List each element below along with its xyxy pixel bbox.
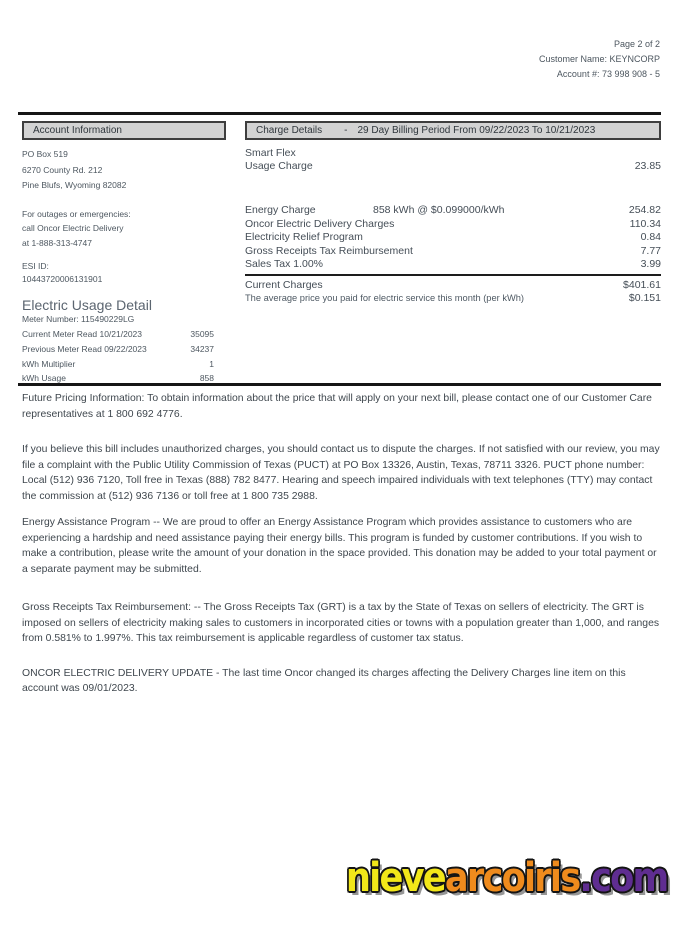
charge-detail: [373, 258, 641, 271]
charge-details-section: [245, 121, 661, 388]
notice-energy-assistance: Energy Assistance Program -- We are proud to offer an Energy Assistance Program which provides assistance to customers who are experiencing a hardship and need assistance paying their energy bills. This program is funded by customer contributions. If you wish to make a contribution, please write the amount of your donation in the space provided. This donation may be added to your total payment or a separate payment may be submitted.: [22, 517, 657, 575]
charge-details-header: [245, 121, 661, 140]
outage-phone: at 1-888-313-4747: [22, 237, 92, 248]
average-price-label: The average price you paid for electric service this month (per kWh): [245, 293, 525, 304]
esi-id-block: [22, 260, 226, 286]
address-line: 6270 County Rd. 212: [22, 164, 103, 175]
row-label: kWh Usage: [22, 373, 66, 384]
total-amount: $401.61: [623, 279, 661, 292]
charge-amount: 3.99: [640, 258, 661, 271]
usage-detail-table: [22, 329, 226, 388]
account-information-title: Account Information: [33, 125, 122, 136]
current-charges-row: [245, 278, 661, 292]
page-header: [539, 37, 660, 82]
charge-label: Energy Charge: [245, 204, 316, 217]
table-row: [22, 359, 226, 374]
top-divider: [18, 112, 661, 115]
total-label: Current Charges: [245, 279, 323, 292]
table-row: [245, 204, 661, 217]
notice-oncor-update: ONCOR ELECTRIC DELIVERY UPDATE - The last time Oncor changed its charges affecting the Delivery Charges line item on this account was 09/01/2023.: [22, 667, 626, 694]
address-line: PO Box 519: [22, 149, 68, 159]
charge-amount: 7.77: [640, 244, 661, 257]
charge-detail: [373, 231, 641, 244]
bottom-divider: [18, 383, 661, 386]
charge-amount: 254.82: [628, 204, 661, 217]
charge-detail: 858 kWh @ $0.099000/kWh: [373, 204, 505, 217]
row-value: 858: [199, 373, 214, 384]
billing-period: 29 Day Billing Period From 09/22/2023 To 10/21/2023: [357, 125, 596, 136]
customer-name: Customer Name: KEYNCORP: [538, 54, 660, 64]
charge-details-title: Charge Details: [256, 125, 323, 136]
charge-label: Oncor Electric Delivery Charges: [245, 217, 395, 230]
notice-puct-complaint: If you believe this bill includes unauthorized charges, you should contact us to dispute the charges. If not satisfied with our review, you may file a complaint with the Public Utility Commission of Texas (PUCT) at PO Box 13326, Austin, Texas, 78711 3326. PUCT phone number: Local (512) 936 7120, Toll free in Texas (888) 782 8477. Hearing and speech impaired individuals with text telephones (TTY) may contact the commission at (512) 936 7136 or toll free at 1 800 735 2988.: [22, 444, 660, 502]
charge-label: Electricity Relief Program: [245, 231, 363, 244]
table-row: [22, 329, 226, 344]
table-row: [22, 344, 226, 359]
charge-detail: [394, 218, 629, 231]
address-line: Pine Blufs, Wyoming 82082: [22, 180, 127, 190]
page-number: Page 2 of 2: [613, 39, 660, 49]
notice-gross-receipts-tax: Gross Receipts Tax Reimbursement: -- The Gross Receipts Tax (GRT) is a tax by the State of Texas on sellers of electricity. The GRT is imposed on sellers of electricity making sales to customers in incorporated cities or towns with a population greater than 1,000, and ranges from 0.581% to 1.997%. This tax reimbursement is applicable regardless of customer tax status.: [22, 602, 660, 644]
row-label: kWh Multiplier: [22, 358, 76, 369]
row-value: 34237: [190, 343, 214, 354]
account-information-section: [22, 121, 226, 388]
charge-amount: 23.85: [634, 160, 661, 172]
table-row: [245, 258, 661, 271]
charge-label: Gross Receipts Tax Reimbursement: [245, 244, 413, 257]
outage-contact: [22, 207, 226, 251]
watermark-text-com: .com: [578, 855, 667, 901]
table-row: [245, 231, 661, 244]
meter-number: Meter Number: 115490229LG: [22, 314, 135, 324]
charge-label: Sales Tax 1.00%: [245, 258, 324, 271]
esi-id-value: 10443720006131901: [22, 274, 103, 284]
usage-charge-row: [245, 160, 661, 173]
table-row: [245, 218, 661, 231]
average-price-amount: $0.151: [628, 292, 661, 305]
electric-usage-detail-title: Electric Usage Detail: [22, 297, 152, 313]
average-price-row: [245, 292, 661, 305]
header-separator: -: [344, 125, 348, 136]
charge-amount: 0.84: [640, 231, 661, 244]
charge-label: Usage Charge: [245, 160, 313, 172]
outage-line: call Oncor Electric Delivery: [22, 223, 124, 233]
account-number: Account #: 73 998 908 - 5: [556, 69, 660, 79]
watermark-logo: [345, 855, 667, 901]
total-divider: [245, 274, 661, 276]
outage-line: For outages or emergencies:: [22, 208, 131, 219]
table-row: [245, 245, 661, 258]
mailing-address: [22, 147, 226, 194]
row-label: Current Meter Read 10/21/2023: [22, 329, 143, 339]
charge-detail: [413, 245, 641, 258]
row-value: 1: [209, 358, 214, 369]
account-information-header: [22, 121, 226, 140]
charge-detail: [373, 160, 635, 173]
watermark-text-arcoiris: arcoiris: [444, 855, 579, 901]
watermark-text-nieve: nieve: [345, 855, 445, 901]
row-value: 35095: [190, 329, 214, 339]
plan-name: Smart Flex: [245, 147, 296, 159]
notices-section: [22, 391, 662, 697]
esi-id-label: ESI ID:: [22, 261, 49, 271]
bill-body: [22, 121, 661, 388]
charge-amount: 110.34: [629, 217, 661, 230]
notice-future-pricing: Future Pricing Information: To obtain information about the price that will apply on your next bill, please contact one of our Customer Care representatives at 1 800 692 4776.: [22, 393, 652, 420]
row-label: Previous Meter Read 09/22/2023: [22, 343, 147, 354]
charge-line-items: [245, 204, 661, 271]
